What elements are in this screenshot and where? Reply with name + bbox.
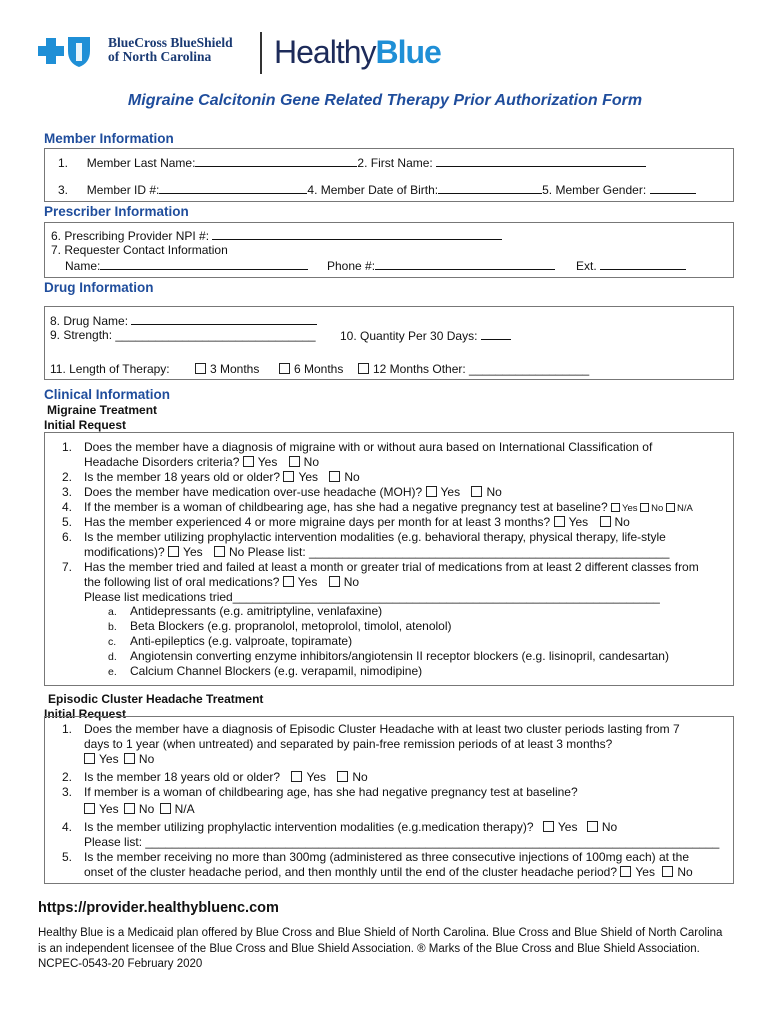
migraine-q7-cont: the following list of oral medications? Yes No: [84, 575, 360, 589]
medications-tried-field[interactable]: Please list medications tried________________________________________________________________: [84, 590, 660, 604]
npi-field[interactable]: [212, 228, 502, 240]
checkbox-icon[interactable]: [84, 753, 95, 764]
ext-row: [576, 258, 686, 273]
gender-field[interactable]: [650, 182, 696, 194]
checkbox-icon[interactable]: [283, 471, 294, 482]
member-id-field[interactable]: [159, 182, 307, 194]
length-option-3[interactable]: 3 Months: [195, 362, 259, 376]
footer-disclaimer: Healthy Blue is a Medicaid plan offered by Blue Cross and Blue Shield of North Carolina. Blue Cross and Blue Shield of North Carolina is an independent licensee of the Blue Cross and Blue Shield Association. ® Marks of the Blue Cross and Blue Shield Association. NCPEC-0543-20 February 2020: [38, 926, 728, 973]
bcbs-wordmark: BlueCross BlueShield of North Carolina: [108, 35, 233, 64]
checkbox-icon[interactable]: [358, 363, 369, 374]
drug-name-label: 8. Drug Name:: [50, 314, 129, 328]
migraine-q6: 6. Is the member utilizing prophylactic intervention modalities (e.g. behavioral therapy, physical therapy, life-style: [62, 530, 666, 544]
member-id-label: Member ID #:: [86, 183, 160, 197]
clinical-info-heading: Clinical Information: [44, 387, 171, 402]
migraine-q3: 3. Does the member have medication over-use headache (MOH)? Yes No: [62, 485, 502, 499]
npi-label: 6. Prescribing Provider NPI #:: [51, 229, 210, 243]
cluster-q3-answers: Yes No N/A: [84, 802, 195, 816]
drug-name-field[interactable]: [131, 313, 317, 325]
cluster-q1: 1. Does the member have a diagnosis of Episodic Cluster Headache with at least two cluster periods lasting from 7: [62, 722, 680, 736]
cluster-q5: 5. Is the member receiving no more than 300mg (administered as three consecutive injections of 100mg each) at the: [62, 850, 689, 864]
requester-label: 7. Requester Contact Information: [51, 243, 228, 257]
checkbox-icon[interactable]: [587, 821, 598, 832]
length-option-6[interactable]: 6 Months: [279, 362, 343, 376]
phone-row: [327, 258, 555, 273]
checkbox-icon[interactable]: [329, 471, 340, 482]
member-info-heading: Member Information: [44, 131, 174, 146]
quantity-label: 10. Quantity Per 30 Days:: [340, 329, 478, 343]
migraine-initial-request: Initial Request: [44, 418, 127, 432]
checkbox-icon[interactable]: [543, 821, 554, 832]
checkbox-icon[interactable]: [600, 516, 611, 527]
list-item: e. Calcium Channel Blockers (e.g. verapamil, nimodipine): [108, 664, 423, 678]
migraine-treatment-subheading: Migraine Treatment: [47, 403, 158, 417]
checkbox-icon[interactable]: [611, 503, 620, 512]
checkbox-icon[interactable]: [168, 546, 179, 557]
list-item: d. Angiotensin converting enzyme inhibitors/angiotensin II receptor blockers (e.g. lisinopril, candesartan): [108, 649, 669, 663]
migraine-q6-cont: modifications)? Yes No Please list: ______________________________________________________: [84, 545, 670, 559]
dob-label: 4. Member Date of Birth:: [307, 183, 439, 197]
strength-field[interactable]: 9. Strength: ______________________________: [50, 328, 316, 342]
checkbox-icon[interactable]: [640, 503, 649, 512]
list-item: c. Anti-epileptics (e.g. valproate, topiramate): [108, 634, 353, 648]
checkbox-icon[interactable]: [124, 753, 135, 764]
member-row-2: 3. Member ID #: 4. Member Date of Birth: 5. Member Gender:: [58, 182, 696, 197]
migraine-q5: 5. Has the member experienced 4 or more migraine days per month for at least 3 months? Yes No: [62, 515, 630, 529]
checkbox-icon[interactable]: [471, 486, 482, 497]
header-logos: [38, 30, 468, 76]
length-option-12-other[interactable]: 12 Months Other: __________________: [358, 362, 589, 376]
ext-label: Ext.: [576, 259, 597, 273]
npi-row: [51, 228, 502, 243]
checkbox-icon[interactable]: [329, 576, 340, 587]
drug-info-heading: Drug Information: [44, 280, 154, 295]
checkbox-icon[interactable]: [124, 803, 135, 814]
checkbox-icon[interactable]: [279, 363, 290, 374]
migraine-q2: 2. Is the member 18 years old or older? Yes No: [62, 470, 360, 484]
ext-field[interactable]: [600, 258, 686, 270]
requester-name-field[interactable]: [100, 258, 308, 270]
form-code: NCPEC-0543-20 February 2020: [38, 958, 203, 970]
healthy-blue-logo: HealthyBlue: [274, 34, 441, 70]
cluster-q5-cont: onset of the cluster headache period, and then monthly until the end of the cluster headache period? Yes No: [84, 865, 693, 879]
cluster-q1-answers: Yes No: [84, 752, 154, 766]
migraine-q1: 1. Does the member have a diagnosis of migraine with or without aura based on International Classification of: [62, 440, 653, 454]
list-item: a. Antidepressants (e.g. amitriptyline, venlafaxine): [108, 604, 383, 618]
checkbox-icon[interactable]: [620, 866, 631, 877]
checkbox-icon[interactable]: [337, 771, 348, 782]
checkbox-icon[interactable]: [84, 803, 95, 814]
checkbox-icon[interactable]: [214, 546, 225, 557]
first-name-field[interactable]: [436, 155, 646, 167]
provider-url-link[interactable]: https://provider.healthybluenc.com: [38, 900, 279, 916]
cluster-q1-cont: days to 1 year (when untreated) and separated by pain-free remission periods of at least 3 months?: [84, 737, 613, 751]
bcbs-cross-shield-icon: [38, 34, 94, 68]
checkbox-icon[interactable]: [243, 456, 254, 467]
member-last-name-label: Member Last Name:: [86, 156, 196, 170]
gender-label: 5. Member Gender:: [542, 183, 647, 197]
migraine-q7: 7. Has the member tried and failed at least a month or greater trial of medications from at least 2 different classes from: [62, 560, 699, 574]
cluster-please-list-field[interactable]: Please list: ______________________________________________________________________________________: [84, 835, 720, 849]
member-last-name-field[interactable]: [195, 155, 357, 167]
member-row-1: 1. Member Last Name: 2. First Name:: [58, 155, 646, 170]
phone-label: Phone #:: [327, 259, 376, 273]
checkbox-icon[interactable]: [195, 363, 206, 374]
drug-name-row: [50, 313, 317, 328]
phone-field[interactable]: [375, 258, 555, 270]
checkbox-icon[interactable]: [662, 866, 673, 877]
cluster-treatment-subheading: Episodic Cluster Headache Treatment: [48, 692, 264, 706]
cluster-q4: 4. Is the member utilizing prophylactic intervention modalities (e.g.medication therapy)? Yes No: [62, 820, 618, 834]
cluster-q3: 3. If member is a woman of childbearing age, has she had negative pregnancy test at baseline?: [62, 785, 578, 799]
dob-field[interactable]: [438, 182, 542, 194]
list-item: b. Beta Blockers (e.g. propranolol, metoprolol, timolol, atenolol): [108, 619, 452, 633]
checkbox-icon[interactable]: [283, 576, 294, 587]
checkbox-icon[interactable]: [289, 456, 300, 467]
quantity-field[interactable]: [481, 328, 511, 340]
prescriber-info-heading: Prescriber Information: [44, 204, 189, 219]
logo-divider: [260, 32, 262, 74]
checkbox-icon[interactable]: [160, 803, 171, 814]
checkbox-icon[interactable]: [666, 503, 675, 512]
cluster-q2: 2. Is the member 18 years old or older? Yes No: [62, 770, 368, 784]
first-name-label: 2. First Name:: [357, 156, 433, 170]
checkbox-icon[interactable]: [291, 771, 302, 782]
migraine-q4: 4. If the member is a woman of childbearing age, has she had a negative pregnancy test at baseline? Yes No N/A: [62, 500, 693, 514]
checkbox-icon[interactable]: [554, 516, 565, 527]
cluster-initial-request: Initial Request: [44, 707, 127, 721]
form-title: Migraine Calcitonin Gene Related Therapy Prior Authorization Form: [127, 92, 643, 109]
length-label: 11. Length of Therapy:: [50, 362, 170, 376]
migraine-q1-cont: Headache Disorders criteria? Yes No: [84, 455, 320, 469]
requester-name-label: Name:: [65, 259, 101, 273]
requester-row: [65, 258, 308, 273]
checkbox-icon[interactable]: [426, 486, 437, 497]
quantity-row: [340, 328, 511, 343]
